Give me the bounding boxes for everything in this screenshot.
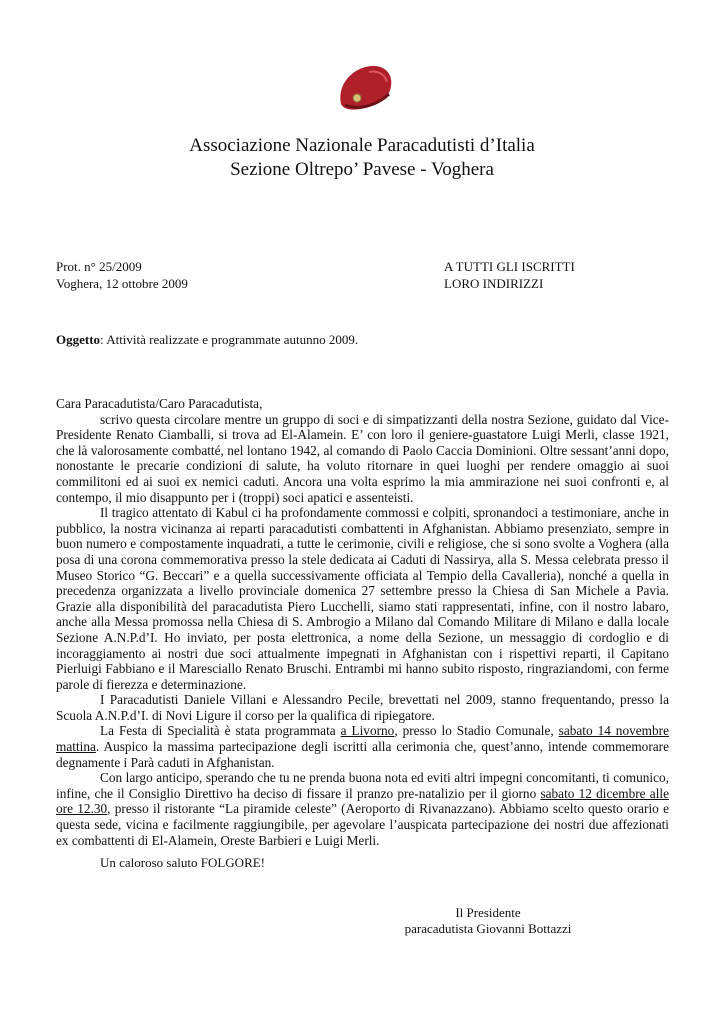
paragraph-1: scrivo questa circolare mentre un gruppo di soci e di simpatizzanti della nostra Sezione, guidato dal Vice-Presidente Renato Ciamballi, si trova ad El-Alamein. E’ con loro il geniere-guastatore Luigi Merli, classe 1921, che là valorosamente combatté, nel lontano 1942, al comando di Paolo Caccia Dominioni. Oltre sessant’anni dopo, nonostante le precarie condizioni di salute, ha voluto ritornare in quei luoghi per rendere omaggio ai suoi commilitoni ed ai suoi ex nemici caduti. Ancora una volta esprimo la mia ammirazione nei suoi confronti e, al contempo, il mio disappunto per i (troppi) soci apatici e assenteisti. bbox=[56, 411, 669, 505]
recipient-line2: LORO INDIRIZZI bbox=[444, 276, 544, 291]
section-name: Sezione Oltrepo’ Pavese - Voghera bbox=[230, 159, 494, 180]
p4-text-a: La Festa di Specialità è stata programmata bbox=[100, 723, 341, 739]
protocol-number: Prot. n° 25/2009 bbox=[56, 259, 142, 274]
subject-line bbox=[56, 332, 358, 348]
p4-text-e: . Auspico la massima partecipazione degli iscritti alla cerimonia che, quest’anno, intende commemorare degnamente i Parà caduti in Afghanistan. bbox=[56, 739, 669, 770]
recipient-line1: A TUTTI GLI ISCRITTI bbox=[444, 259, 575, 274]
signature-name: paracadutista Giovanni Bottazzi bbox=[404, 921, 572, 936]
signature-title: Il Presidente bbox=[455, 905, 521, 920]
p5-date: sabato 12 dicembre alle ore 12.30 bbox=[56, 785, 669, 817]
paragraph-3: I Paracadutisti Daniele Villani e Alessandro Pecile, brevettati nel 2009, stanno frequentando, presso la Scuola A.N.P.d’I. di Novi Ligure il corso per la qualifica di ripiegatore. bbox=[56, 692, 669, 723]
paragraph-5 bbox=[56, 770, 669, 848]
p4-text-c: , presso lo Stadio Comunale, bbox=[394, 723, 559, 739]
subject-label: Oggetto bbox=[56, 332, 101, 347]
paragraph-4 bbox=[56, 723, 669, 770]
letter-date: Voghera, 12 ottobre 2009 bbox=[56, 276, 188, 291]
salutation: Cara Paracadutista/Caro Paracadutista, bbox=[56, 396, 263, 411]
beret-logo-icon bbox=[335, 60, 395, 116]
paragraph-2: Il tragico attentato di Kabul ci ha profondamente commossi e colpiti, spronandoci a testimoniare, anche in pubblico, la nostra vicinanza ai reparti paracadutisti combattenti in Afghanistan. Abbiamo presenziato, sempre in buon numero e compostamente inquadrati, a tutte le cerimonie, civili e religiose, che si sono svolte a Voghera (alla posa di una corona commemorativa presso la stele dedicata ai Caduti di Nassirya, alla S. Messa celebrata presso il Museo Storico “G. Beccari” e a quella successivamente officiata al Tempio della Cavalleria), nonché a quella in precedenza organizzata a livello provinciale domenica 27 settembre presso la Chiesa di San Michele a Pavia. Grazie alla disponibilità del paracadutista Piero Lucchelli, siamo stati rappresentati, infine, con il nostro labaro, anche alla Messa promossa nella Chiesa di S. Ambrogio a Milano dal Comando Militare di Milano e dalla locale Sezione A.N.P.d’I. Ho inviato, per posta elettronica, a nome della Sezione, un messaggio di cordoglio e di incoraggiamento ai nostri due soci attualmente impegnati in Afghanistan con i rispettivi reparti, il Capitano Pierluigi Fabbiano e il Maresciallo Renato Bruschi. Entrambi mi hanno subito risposto, ringraziandomi, con ferme parole di fierezza e determinazione. bbox=[56, 505, 669, 692]
subject-text: : Attività realizzate e programmate autunno 2009. bbox=[100, 332, 359, 347]
p5-text-a: Con largo anticipo, sperando che tu ne prenda buona nota ed eviti altri impegni concomitanti, ti comunico, infine, che il Consiglio Direttivo ha deciso di fissare il pranzo pre-natalizio per il giorno bbox=[56, 770, 669, 801]
p4-date: sabato 14 novembre mattina bbox=[56, 723, 669, 755]
p5-text-c: , presso il ristorante “La piramide celeste” (Aeroporto di Rivanazzano). Abbiamo scelto questo orario e questa sede, vicina e facilmente raggiungibile, per agevolare l’auspicata partecipazione dei nostri due affezionati ex combattenti di El-Alamein, Oreste Barbieri e Luigi Merli. bbox=[56, 801, 669, 848]
letter-body bbox=[56, 396, 669, 848]
closing-greeting: Un caloroso saluto FOLGORE! bbox=[100, 855, 266, 870]
association-name: Associazione Nazionale Paracadutisti d’Italia bbox=[189, 135, 535, 156]
protocol-block bbox=[56, 258, 188, 292]
p4-location: a Livorno bbox=[340, 723, 395, 739]
recipient-block bbox=[444, 258, 575, 292]
